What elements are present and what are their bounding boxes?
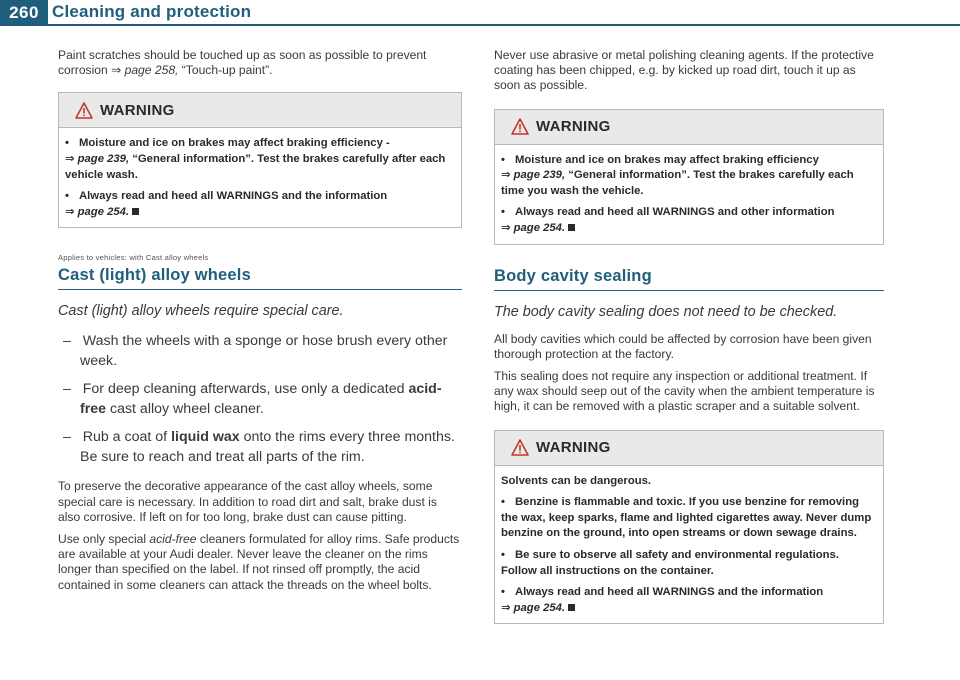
warning-box xyxy=(494,430,884,625)
warning-item: • Always read and heed all WARNINGS and other information ⇒ page 254. xyxy=(501,206,835,234)
page-number: 260 xyxy=(0,0,48,26)
page-link[interactable]: page 254. xyxy=(510,221,566,234)
arrow-icon: ⇒ xyxy=(65,153,75,165)
warning-triangle-icon xyxy=(75,102,93,119)
warning-body xyxy=(59,128,461,227)
end-mark-icon xyxy=(132,208,139,215)
right-column xyxy=(494,48,884,624)
warning-title: WARNING xyxy=(536,118,611,136)
warning-intro: Solvents can be dangerous. xyxy=(501,474,652,487)
end-mark-icon xyxy=(568,224,575,231)
page-link[interactable]: page 239, xyxy=(510,169,566,182)
warning-header xyxy=(495,110,883,145)
section-title: Cast (light) alloy wheels xyxy=(58,266,462,290)
intro-paragraph: Paint scratches should be touched up as soon as possible to prevent corrosion ⇒ page 258, “Touch-up paint”. xyxy=(58,48,427,78)
header-rule xyxy=(48,24,960,26)
warning-triangle-icon xyxy=(511,439,529,456)
body-paragraph: This sealing does not require any inspection or additional treatment. If any wax should seep out of the cavity when the ambient temperature is high, it can be removed with a plastic scraper and a suitable solvent. xyxy=(494,368,875,414)
warning-item: • Always read and heed all WARNINGS and the information ⇒ page 254. xyxy=(65,190,388,218)
page-link[interactable]: page 254. xyxy=(510,601,566,614)
body-paragraph: All body cavities which could be affected by corrosion have been given thorough protection at the factory. xyxy=(494,331,872,361)
arrow-icon: ⇒ xyxy=(501,169,511,182)
instruction-step: – Rub a coat of liquid wax onto the rims every three months. Be sure to reach and treat all parts of the rim. xyxy=(63,429,455,466)
running-title: Cleaning and protection xyxy=(52,2,252,21)
section-lead: Cast (light) alloy wheels require special care. xyxy=(58,303,344,320)
body-paragraph: Use only special acid-free cleaners formulated for alloy rims. Safe products are available at your Audi dealer. Never leave the cleaner on the rims longer than specified on the label. If not rinsed off promptly, the acid contained in some cleaners can attack the threads on the wheel bolts. xyxy=(58,531,460,592)
warning-body xyxy=(495,145,883,244)
page-link[interactable]: page 258, xyxy=(121,63,179,78)
end-mark-icon xyxy=(568,604,575,611)
body-paragraph: To preserve the decorative appearance of the cast alloy wheels, some special care is necessary. In addition to road dirt and salt, brake dust is also corrosive. If left on for too long, brake dust can cause pitting. xyxy=(58,479,437,524)
left-column xyxy=(58,48,462,593)
page-link[interactable]: page 239, xyxy=(74,153,130,165)
warning-item: • Moisture and ice on brakes may affect braking efficiency ⇒ page 239, “General information”. Test the brakes carefully each time you wash the vehicle. xyxy=(501,153,854,197)
arrow-icon: ⇒ xyxy=(65,205,75,218)
warning-box xyxy=(58,92,462,228)
warning-header xyxy=(59,93,461,128)
page-header xyxy=(0,0,960,30)
warning-header xyxy=(495,431,883,466)
warning-box xyxy=(494,109,884,245)
warning-title: WARNING xyxy=(100,101,175,119)
warning-title: WARNING xyxy=(536,439,611,457)
section-lead: The body cavity sealing does not need to be checked. xyxy=(494,303,838,320)
warning-item: • Moisture and ice on brakes may affect braking efficiency - ⇒ page 239, “General information”. Test the brakes carefully after each vehicle wash. xyxy=(65,137,446,181)
warning-item: • Be sure to observe all safety and environmental regulations. Follow all instructions on the container. xyxy=(501,548,839,577)
warning-item: • Benzine is flammable and toxic. If you use benzine for removing the wax, keep sparks, flame and lighted cigarettes away. Never dump benzine on the ground, into open streams or down sewage drains. xyxy=(501,496,872,540)
page-link[interactable]: page 254. xyxy=(74,205,130,218)
warning-item: • Always read and heed all WARNINGS and the information ⇒ page 254. xyxy=(501,586,824,614)
warning-body xyxy=(495,466,883,624)
instruction-step: – Wash the wheels with a sponge or hose brush every other week. xyxy=(63,333,448,370)
applies-to-note: Applies to vehicles: with Cast alloy wheels xyxy=(58,253,209,263)
arrow-icon: ⇒ xyxy=(111,63,122,78)
intro-paragraph: Never use abrasive or metal polishing cleaning agents. If the protective coating has been chipped, e.g. by kicked up road dirt, touch it up as soon as possible. xyxy=(494,48,874,93)
warning-triangle-icon xyxy=(511,118,529,135)
arrow-icon: ⇒ xyxy=(501,221,511,234)
section-title: Body cavity sealing xyxy=(494,267,884,291)
instruction-step: – For deep cleaning afterwards, use only a dedicated acid-free cast alloy wheel cleaner. xyxy=(63,381,442,418)
arrow-icon: ⇒ xyxy=(501,601,511,614)
